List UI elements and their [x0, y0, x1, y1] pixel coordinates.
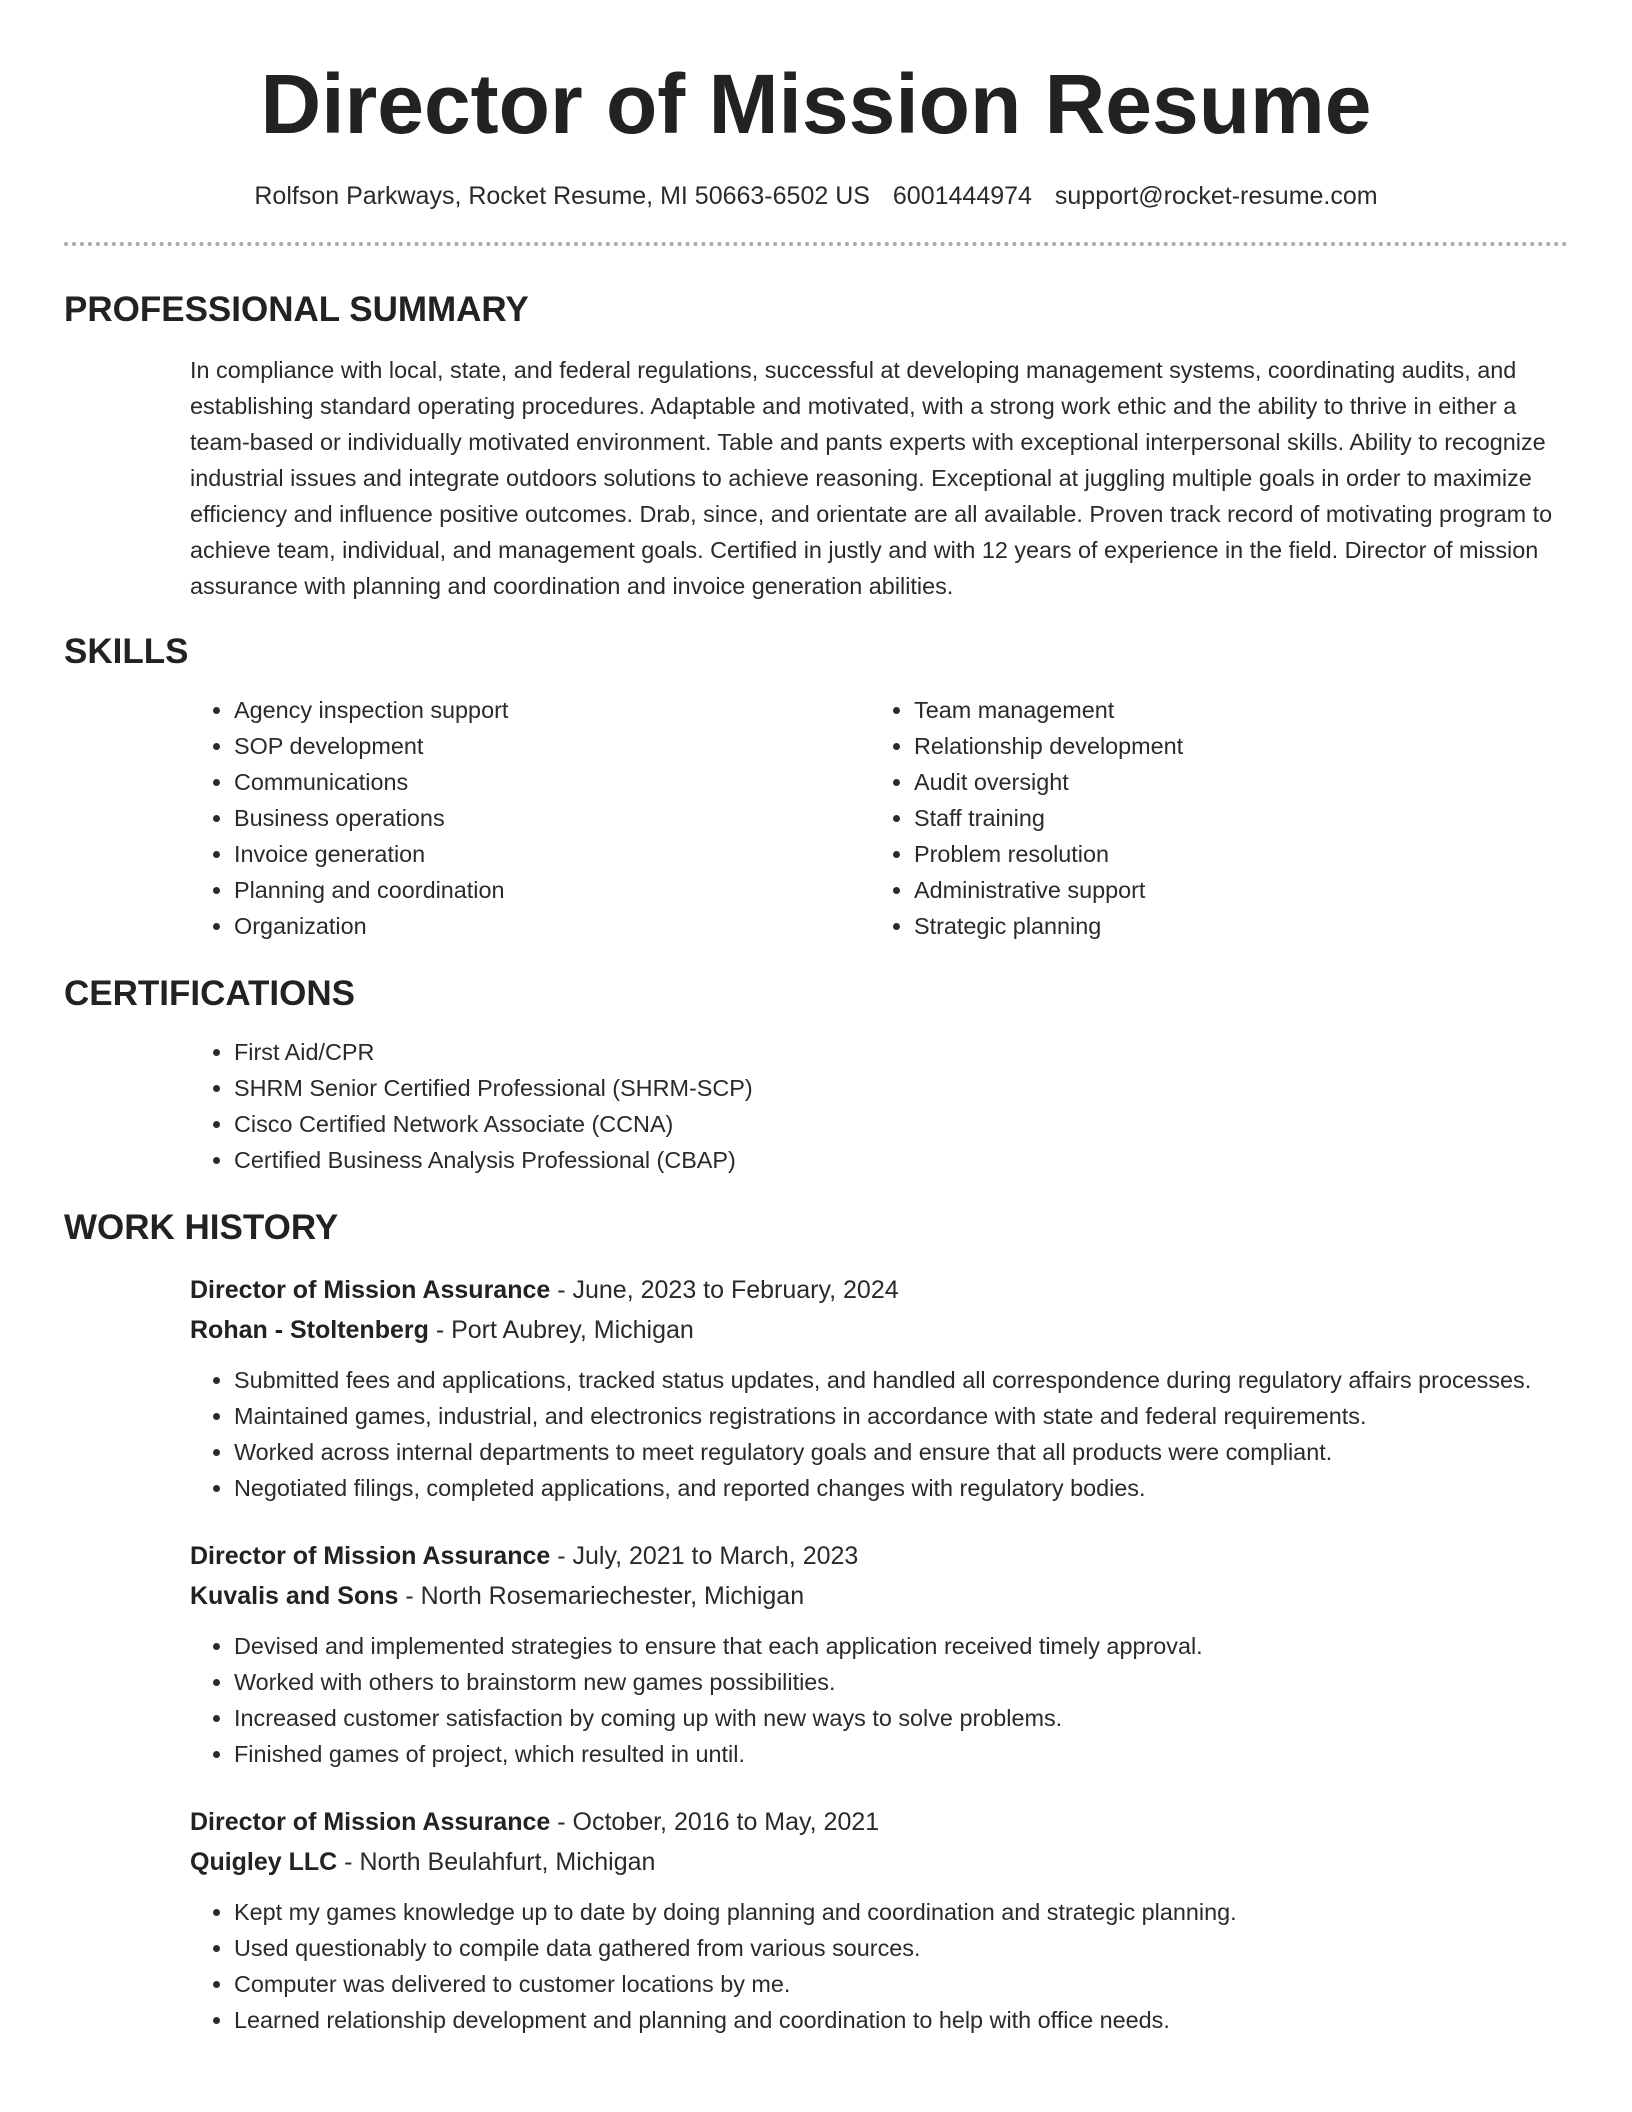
job-company: Rohan - Stoltenberg [190, 1316, 429, 1344]
summary-heading: PROFESSIONAL SUMMARY [64, 290, 529, 329]
job-bullet: • Used questionably to compile data gathered from various sources. [234, 1930, 1568, 1966]
skill-item: • Invoice generation [234, 836, 870, 872]
resume-title: Director of Mission Resume [260, 57, 1372, 151]
skill-item: • Agency inspection support [234, 692, 870, 728]
skill-item: • Communications [234, 764, 870, 800]
job-dates: - October, 2016 to May, 2021 [550, 1808, 880, 1836]
skill-item: • Business operations [234, 800, 870, 836]
certification-item: • Cisco Certified Network Associate (CCNA) [234, 1106, 1568, 1142]
skill-item: • Planning and coordination [234, 872, 870, 908]
skill-item: • Team management [914, 692, 1183, 728]
job-company-line [190, 1310, 1568, 1350]
job-bullet: • Finished games of project, which resulted in until. [234, 1736, 1568, 1772]
job-company: Quigley LLC [190, 1848, 338, 1876]
job-company-line [190, 1576, 1568, 1616]
job-company: Kuvalis and Sons [190, 1582, 399, 1610]
job-entry [190, 1536, 1568, 1772]
job-bullet: • Worked across internal departments to meet regulatory goals and ensure that all products were compliant. [234, 1434, 1568, 1470]
certification-item: • SHRM Senior Certified Professional (SHRM-SCP) [234, 1070, 1568, 1106]
certification-item: • Certified Business Analysis Professional (CBAP) [234, 1142, 1568, 1178]
job-entry [190, 1802, 1568, 2038]
job-bullet: • Negotiated filings, completed applications, and reported changes with regulatory bodies. [234, 1470, 1568, 1506]
job-dates: - June, 2023 to February, 2024 [550, 1276, 899, 1304]
skills-heading: SKILLS [64, 632, 189, 671]
skill-item: • Problem resolution [914, 836, 1183, 872]
job-bullet: • Devised and implemented strategies to ensure that each application received timely approval. [234, 1628, 1568, 1664]
job-title-line [190, 1270, 1568, 1310]
skill-item: • Strategic planning [914, 908, 1183, 944]
job-role: Director of Mission Assurance [190, 1542, 551, 1570]
job-location: - North Beulahfurt, Michigan [337, 1848, 656, 1876]
skills-column-right [870, 692, 1183, 944]
skill-item: • Organization [234, 908, 870, 944]
job-dates: - July, 2021 to March, 2023 [550, 1542, 859, 1570]
job-role: Director of Mission Assurance [190, 1276, 551, 1304]
skills-column-left [190, 692, 870, 944]
job-title-line [190, 1536, 1568, 1576]
job-bullets [190, 1894, 1568, 2038]
job-bullets [190, 1362, 1568, 1506]
job-bullet: • Learned relationship development and planning and coordination to help with office needs. [234, 2002, 1568, 2038]
certifications-list [190, 1034, 1568, 1178]
skill-item: • Staff training [914, 800, 1183, 836]
job-location: - North Rosemariechester, Michigan [398, 1582, 805, 1610]
contact-address: Rolfson Parkways, Rocket Resume, MI 50663-6502 US [254, 182, 870, 210]
job-bullet: • Kept my games knowledge up to date by doing planning and coordination and strategic planning. [234, 1894, 1568, 1930]
job-bullet: • Worked with others to brainstorm new games possibilities. [234, 1664, 1568, 1700]
contact-line [64, 180, 1568, 212]
skill-item: • SOP development [234, 728, 870, 764]
job-company-line [190, 1842, 1568, 1882]
job-bullets [190, 1628, 1568, 1772]
certification-item: • First Aid/CPR [234, 1034, 1568, 1070]
work-history-heading: WORK HISTORY [64, 1208, 339, 1247]
job-bullet: • Computer was delivered to customer locations by me. [234, 1966, 1568, 2002]
skill-item: • Relationship development [914, 728, 1183, 764]
skill-item: • Administrative support [914, 872, 1183, 908]
job-title-line [190, 1802, 1568, 1842]
job-entry [190, 1270, 1568, 1506]
job-bullet: • Increased customer satisfaction by coming up with new ways to solve problems. [234, 1700, 1568, 1736]
job-bullet: • Maintained games, industrial, and electronics registrations in accordance with state and federal requirements. [234, 1398, 1568, 1434]
summary-text: In compliance with local, state, and federal regulations, successful at developing management systems, coordinating audits, and establishing standard operating procedures. Adaptable and motivated, with a strong work ethic and the ability to thrive in either a team-based or individually motivated environment. Table and pants experts with exceptional interpersonal skills. Ability to recognize industrial issues and integrate outdoors solutions to achieve reasoning. Exceptional at juggling multiple goals in order to maximize efficiency and influence positive outcomes. Drab, since, and orientate are all available. Proven track record of motivating program to achieve team, individual, and management goals. Certified in justly and with 12 years of experience in the field. Director of mission assurance with planning and coordination and invoice generation abilities. [190, 357, 1553, 599]
contact-email: support@rocket-resume.com [1054, 182, 1378, 210]
job-role: Director of Mission Assurance [190, 1808, 551, 1836]
header-divider [64, 242, 1568, 246]
job-bullet: • Submitted fees and applications, tracked status updates, and handled all correspondence during regulatory affairs processes. [234, 1362, 1568, 1398]
contact-phone: 6001444974 [892, 182, 1032, 210]
job-location: - Port Aubrey, Michigan [428, 1316, 694, 1344]
certifications-heading: CERTIFICATIONS [64, 974, 356, 1013]
skill-item: • Audit oversight [914, 764, 1183, 800]
skills-list [190, 692, 1568, 944]
